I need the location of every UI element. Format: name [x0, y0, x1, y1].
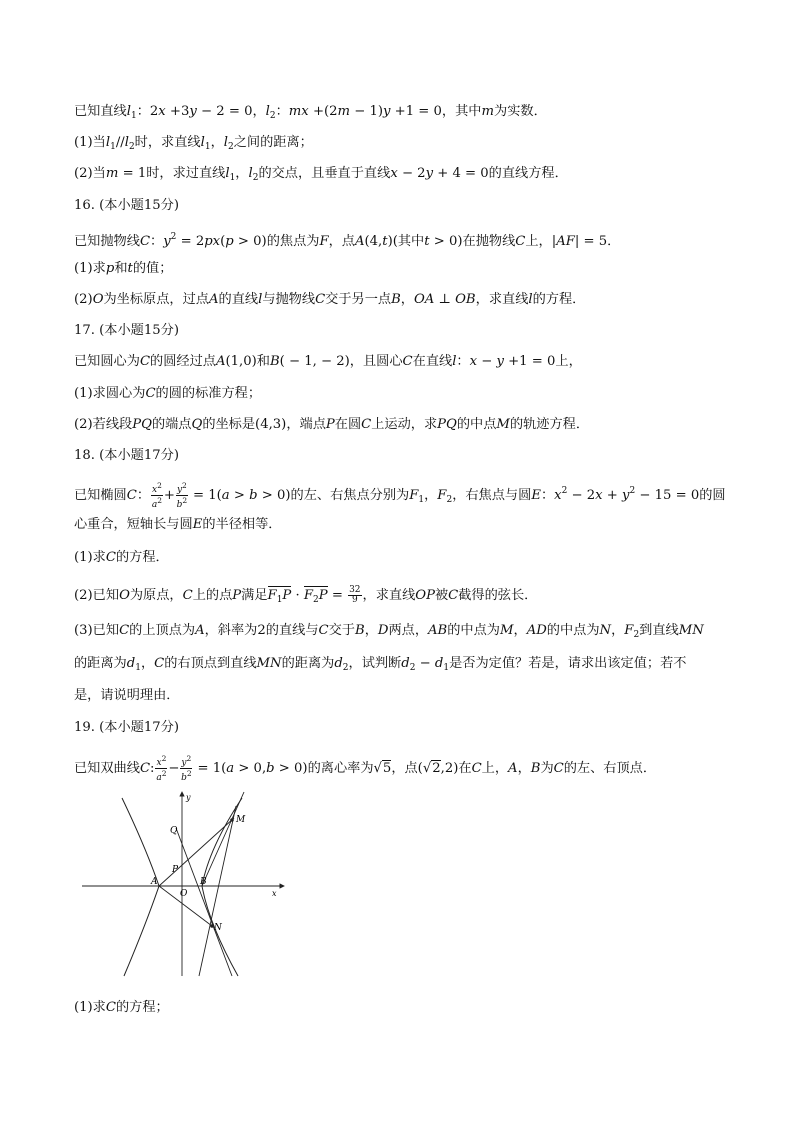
- problem17-q1: (1)求圆心为C的圆的标准方程；: [74, 386, 262, 401]
- problem19-header: 19. (本小题17分): [74, 720, 179, 735]
- problem16-q2: (2)O为坐标原点，过点A的直线l与抛物线C交于另一点B，OA ⊥ OB，求直线l的方程．: [74, 292, 586, 307]
- hyperbola-left-branch: [122, 798, 159, 976]
- problem16-q1: (1)求p和t的值；: [74, 261, 173, 276]
- problem18-q3-line2: 的距离为$d_1$，C的右顶点到直线MN的距离为$d_2$，试判断$d_2 - d_1$是否为定值？若是，请求出该定值；若不: [74, 656, 687, 673]
- problem15-q2: (2)当m = 1时，求过直线$l_1$，$l_2$的交点，且垂直于直线x − 2y + 4 = 0的直线方程．: [74, 166, 568, 183]
- point-M: [230, 818, 234, 822]
- line-MN: [199, 806, 236, 976]
- problem17-header: 17. (本小题15分): [74, 323, 179, 338]
- label-A: A: [151, 877, 158, 887]
- label-N: N: [214, 923, 222, 933]
- problem15-q1: (1)当$l_1//l_2$时，求直线$l_1$，$l_2$之间的距离；: [74, 135, 313, 152]
- problem18-stem-line1: 已知椭圆C： $\frac{x^2}{a^2}$ + $\frac{y^2}{b^2}$ = 1(a > b > 0)的左、右焦点分别为$F_1$，$F_2$，右焦点与圆E：$x^2 - 2x + y^2 - 15 = 0$的圆: [74, 481, 726, 510]
- label-O: O: [180, 889, 188, 899]
- problem18-q3-line3: 是，请说明理由．: [74, 688, 180, 703]
- line-BM: [202, 792, 244, 886]
- problem16-header: 16. (本小题15分): [74, 198, 179, 213]
- problem18-header: 18. (本小题17分): [74, 448, 179, 463]
- problem17-stem: 已知圆心为C的圆经过点A(1,0)和B( − 1, − 2)，且圆心C在直线l：x − y +1 = 0上，: [74, 354, 582, 369]
- problem18-q1: (1)求C的方程．: [74, 550, 169, 565]
- problem18-q2: (2)已知O为原点，C上的点P满足$F_1P \cdot F_2P$ = $\frac{32}{9}$ ，求直线OP被C截得的弦长．: [74, 586, 537, 609]
- label-B: B: [200, 877, 207, 887]
- label-M: M: [236, 815, 246, 825]
- problem16-stem: 已知抛物线C：$y^2 = 2px(p > 0)$的焦点为F，点A(4,t)(其中t > 0)在抛物线C上，|AF| = 5．: [74, 232, 621, 249]
- problem15-stem-text: 已知直线$l_1$：2x +3y − 2 = 0，$l_2$：mx +(2m − 1)y +1 = 0，其中m为实数．: [74, 104, 547, 121]
- problem15-stem: [74, 103, 547, 125]
- problem17-q2: (2)若线段PQ的端点Q的坐标是(4,3)，端点P在圆C上运动，求PQ的中点M的轨迹方程．: [74, 417, 590, 432]
- y-axis-label: y: [186, 793, 191, 802]
- label-P: P: [172, 865, 179, 875]
- problem19-stem: 已知双曲线C: $\frac{x^2}{a^2}$ − $\frac{y^2}{b^2}$ = 1(a > 0,b > 0)的离心率为√5，点(√2,2)在C上，A，B为C的左、右顶点．: [74, 754, 657, 783]
- problem19-q1: (1)求C的方程；: [74, 1000, 169, 1015]
- x-axis-label: x: [272, 889, 277, 898]
- hyperbola-figure: [74, 788, 294, 978]
- problem18-stem-line2: 心重合，短轴长与圆E的半径相等．: [74, 517, 282, 532]
- label-Q: Q: [170, 826, 178, 836]
- problem18-q3-line1: (3)已知C的上顶点为A，斜率为2的直线与C交于B，D两点，AB的中点为M，AD的中点为N，$F_2$到直线MN: [74, 623, 704, 640]
